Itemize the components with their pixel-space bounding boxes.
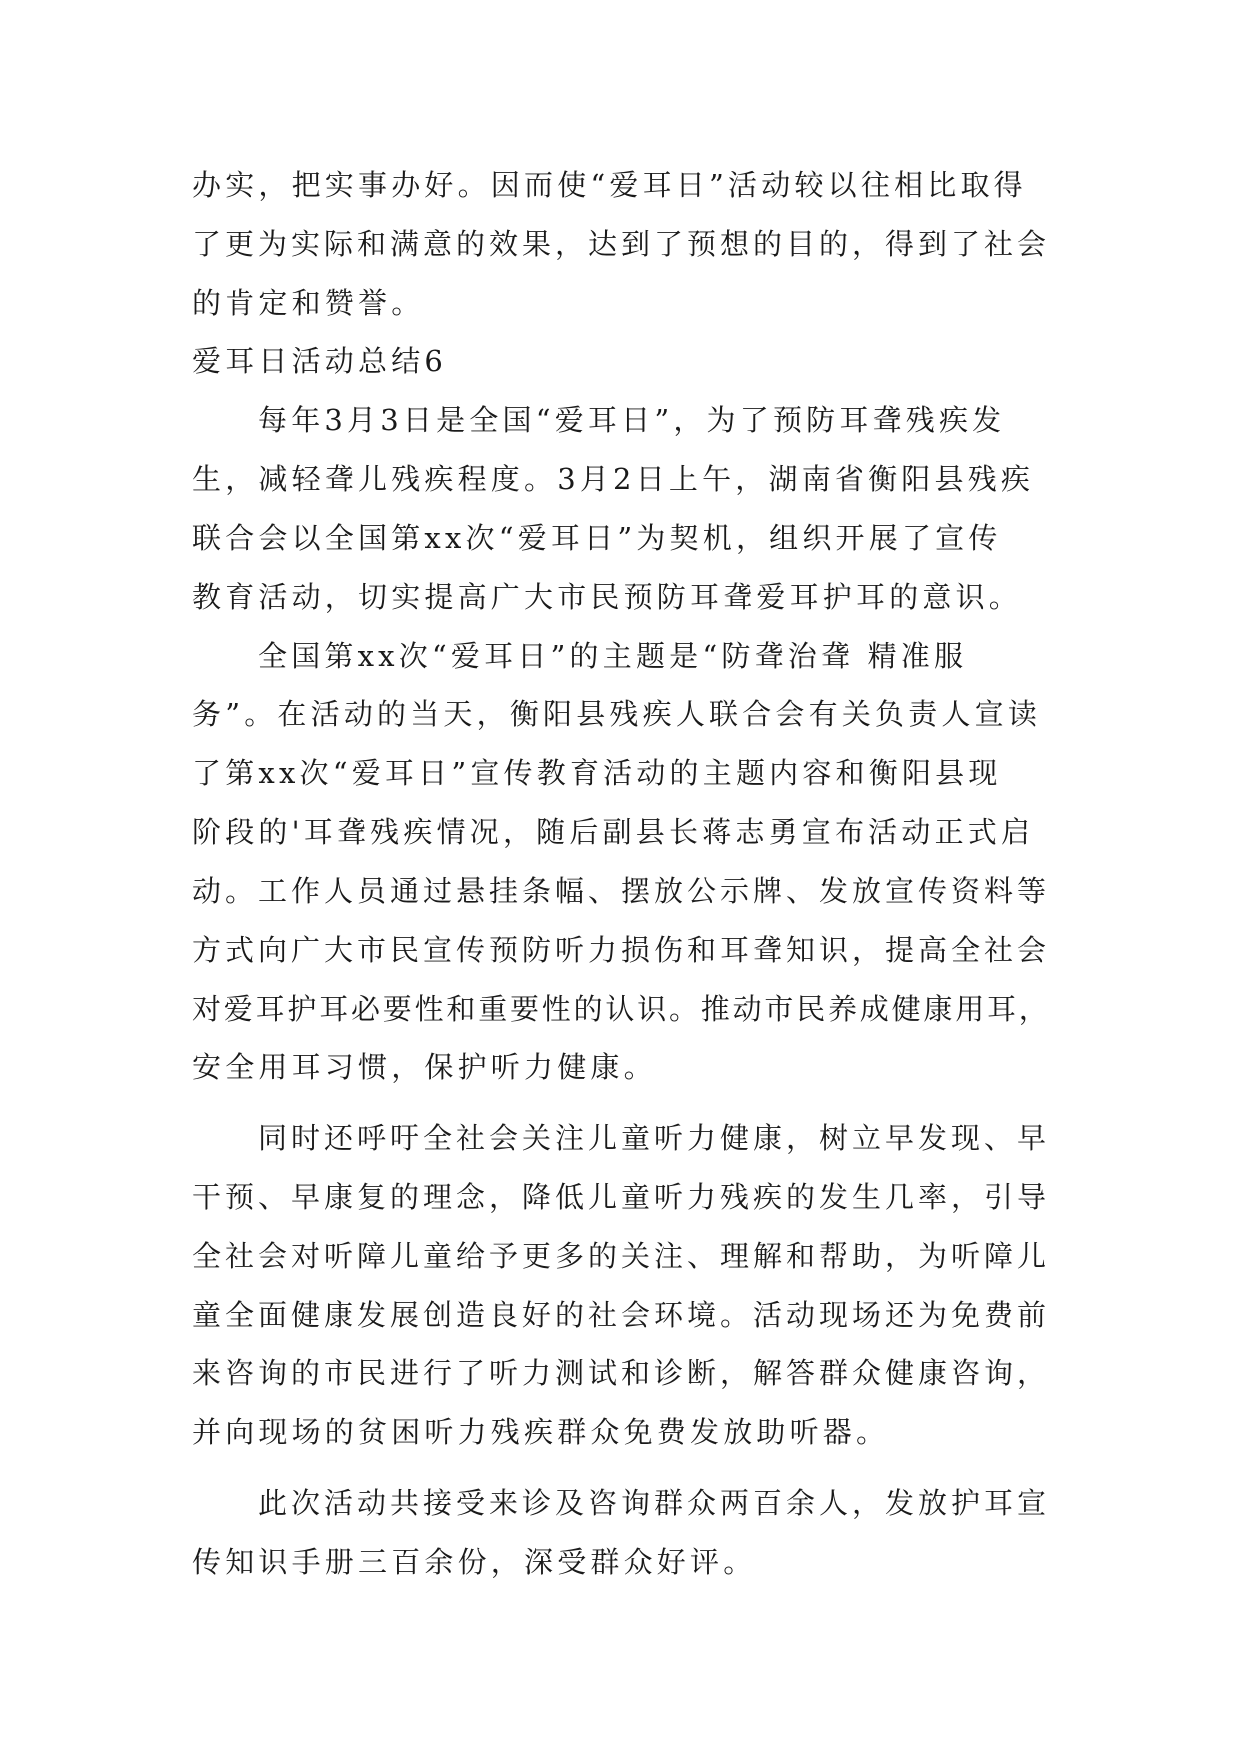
paragraph-line: 动。工作人员通过悬挂条幅、摆放公示牌、发放宣传资料等 (192, 874, 1051, 908)
paragraph-line: 对爱耳护耳必要性和重要性的认识。推动市民养成健康用耳， (192, 992, 1051, 1026)
paragraph-line: 方式向广大市民宣传预防听力损伤和耳聋知识，提高全社会 (192, 933, 1051, 967)
paragraph-line: 传知识手册三百余份，深受群众好评。 (192, 1545, 757, 1579)
paragraph-line: 来咨询的市民进行了听力测试和诊断，解答群众健康咨询， (192, 1356, 1051, 1390)
paragraph-line: 的肯定和赞誉。 (192, 286, 425, 320)
paragraph-line: 干预、早康复的理念，降低儿童听力残疾的发生几率，引导 (192, 1180, 1051, 1214)
paragraph-line: 同时还呼吁全社会关注儿童听力健康，树立早发现、早 (258, 1121, 1051, 1155)
paragraph-line: 全社会对听障儿童给予更多的关注、理解和帮助，为听障儿 (192, 1239, 1051, 1273)
paragraph-line: 教育活动，切实提高广大市民预防耳聋爱耳护耳的意识。 (192, 580, 1023, 614)
paragraph-line: 安全用耳习惯，保护听力健康。 (192, 1050, 657, 1084)
paragraph-line: 办实，把实事办好。因而使“爱耳日”活动较以往相比取得 (192, 168, 1027, 202)
paragraph-line: 联合会以全国第xx次“爱耳日”为契机，组织开展了宣传 (192, 521, 1002, 555)
paragraph-line: 了更为实际和满意的效果，达到了预想的目的，得到了社会 (192, 227, 1051, 261)
paragraph-line: 务”。在活动的当天，衡阳县残疾人联合会有关负责人宣读 (192, 697, 1042, 731)
paragraph-line: 此次活动共接受来诊及咨询群众两百余人，发放护耳宣 (258, 1486, 1051, 1520)
paragraph-line: 了第xx次“爱耳日”宣传教育活动的主题内容和衡阳县现 (192, 756, 1002, 790)
paragraph-line: 每年3月3日是全国“爱耳日”，为了预防耳聋残疾发 (258, 403, 1006, 437)
paragraph-line: 阶段的'耳聋残疾情况，随后副县长蒋志勇宣布活动正式启 (192, 815, 1035, 849)
paragraph-line: 童全面健康发展创造良好的社会环境。活动现场还为免费前 (192, 1298, 1051, 1332)
paragraph-line: 全国第xx次“爱耳日”的主题是“防聋治聋 精准服 (258, 639, 968, 673)
section-heading: 爱耳日活动总结6 (192, 344, 448, 378)
paragraph-line: 生，减轻聋儿残疾程度。3月2日上午，湖南省衡阳县残疾 (192, 462, 1035, 496)
paragraph-line: 并向现场的贫困听力残疾群众免费发放助听器。 (192, 1415, 890, 1449)
